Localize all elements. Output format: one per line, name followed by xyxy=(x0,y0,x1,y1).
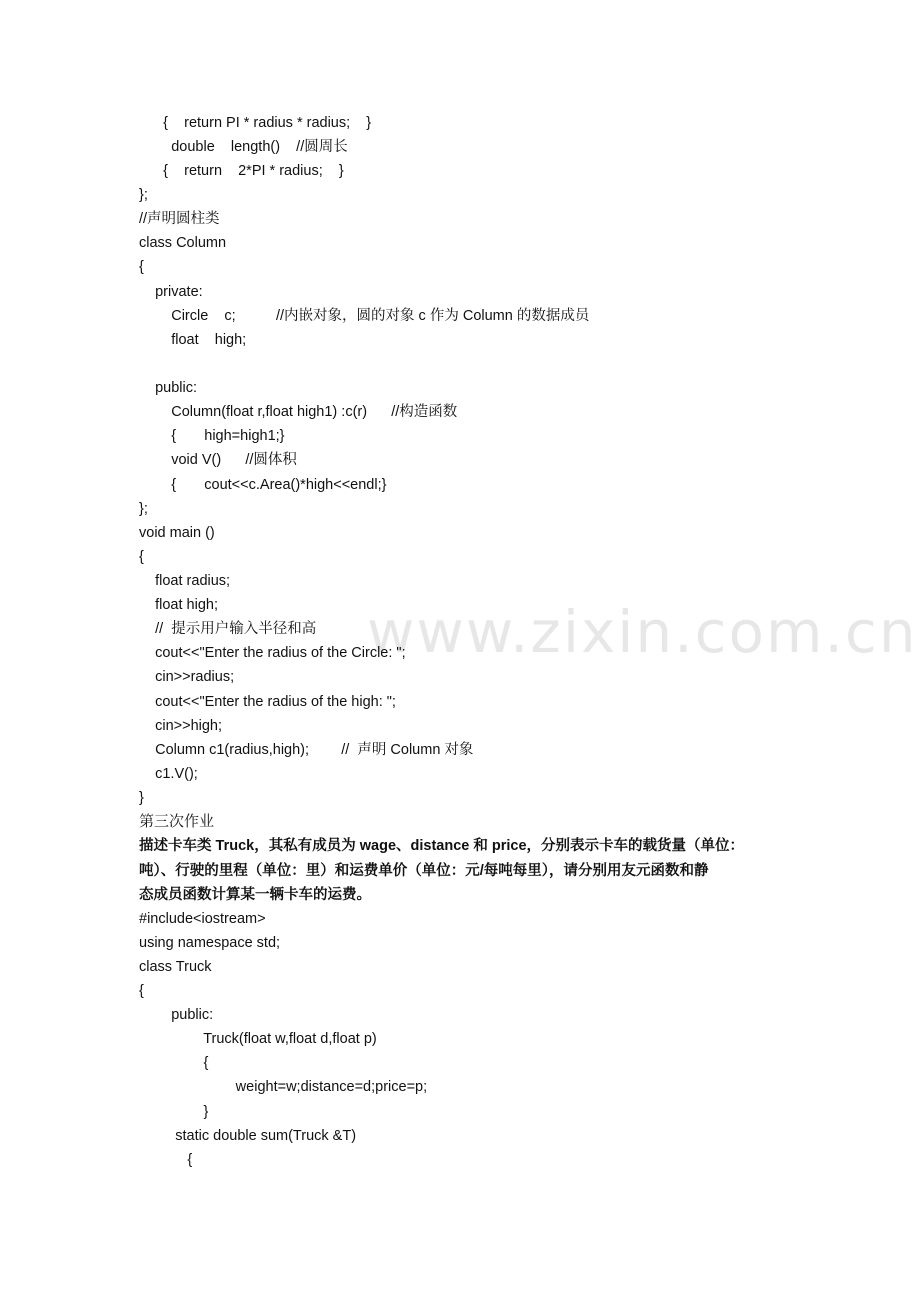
code-line: }; xyxy=(139,501,148,517)
code-line: private: xyxy=(139,284,203,300)
watermark: www.zixin.com.cn xyxy=(367,598,918,666)
code-line: static double sum(Truck &T) xyxy=(139,1128,357,1144)
code-line: public: xyxy=(139,1007,214,1023)
code-line: using namespace std; xyxy=(139,935,281,951)
code-line: class Column xyxy=(139,235,227,251)
code-line: float high; xyxy=(139,597,218,613)
code-line: Truck(float w,float d,float p) xyxy=(139,1031,377,1047)
code-line: void V() //圆体积 xyxy=(139,452,297,468)
task-description-line: 描述卡车类 Truck，其私有成员为 wage、distance 和 price，分别表示卡车的载货量（单位： xyxy=(139,838,745,854)
code-line: cout<<"Enter the radius of the Circle: "; xyxy=(139,645,406,661)
code-line: cin>>high; xyxy=(139,718,223,734)
section-heading: 第三次作业 xyxy=(139,813,215,830)
code-line: { cout<<c.Area()*high<<endl;} xyxy=(139,477,387,493)
code-line: Column c1(radius,high); // 声明 Column 对象 xyxy=(139,742,474,758)
code-line: //声明圆柱类 xyxy=(139,211,220,227)
code-line: } xyxy=(139,1104,209,1120)
code-line: double length() //圆周长 xyxy=(139,139,348,155)
code-line: { xyxy=(139,983,144,999)
code-line: weight=w;distance=d;price=p; xyxy=(139,1079,428,1095)
code-line: { xyxy=(139,549,144,565)
code-line: } xyxy=(139,790,144,806)
code-line: Column(float r,float high1) :c(r) //构造函数 xyxy=(139,404,458,420)
code-line: { return 2*PI * radius; } xyxy=(139,163,344,179)
code-line: }; xyxy=(139,187,148,203)
code-line: #include<iostream> xyxy=(139,911,266,927)
code-line: float radius; xyxy=(139,573,231,589)
code-line: c1.V(); xyxy=(139,766,198,782)
code-line: class Truck xyxy=(139,959,212,975)
code-line: void main () xyxy=(139,525,215,541)
code-line: { xyxy=(139,1152,193,1168)
code-line: public: xyxy=(139,380,198,396)
code-line: // 提示用户输入半径和高 xyxy=(139,621,317,637)
code-line: cout<<"Enter the radius of the high: "; xyxy=(139,694,396,710)
code-line: cin>>radius; xyxy=(139,669,235,685)
code-line: float high; xyxy=(139,332,247,348)
code-line: Circle c; //内嵌对象，圆的对象 c 作为 Column 的数据成员 xyxy=(139,308,590,324)
code-line: { return PI * radius * radius; } xyxy=(139,115,372,131)
code-line: { high=high1;} xyxy=(139,428,285,444)
task-description-line: 吨）、行驶的里程（单位：里）和运费单价（单位：元/每吨每里），请分别用友元函数和静 xyxy=(139,863,709,879)
task-description-line: 态成员函数计算某一辆卡车的运费。 xyxy=(139,887,371,903)
code-line: { xyxy=(139,259,144,275)
code-line: { xyxy=(139,1055,209,1071)
